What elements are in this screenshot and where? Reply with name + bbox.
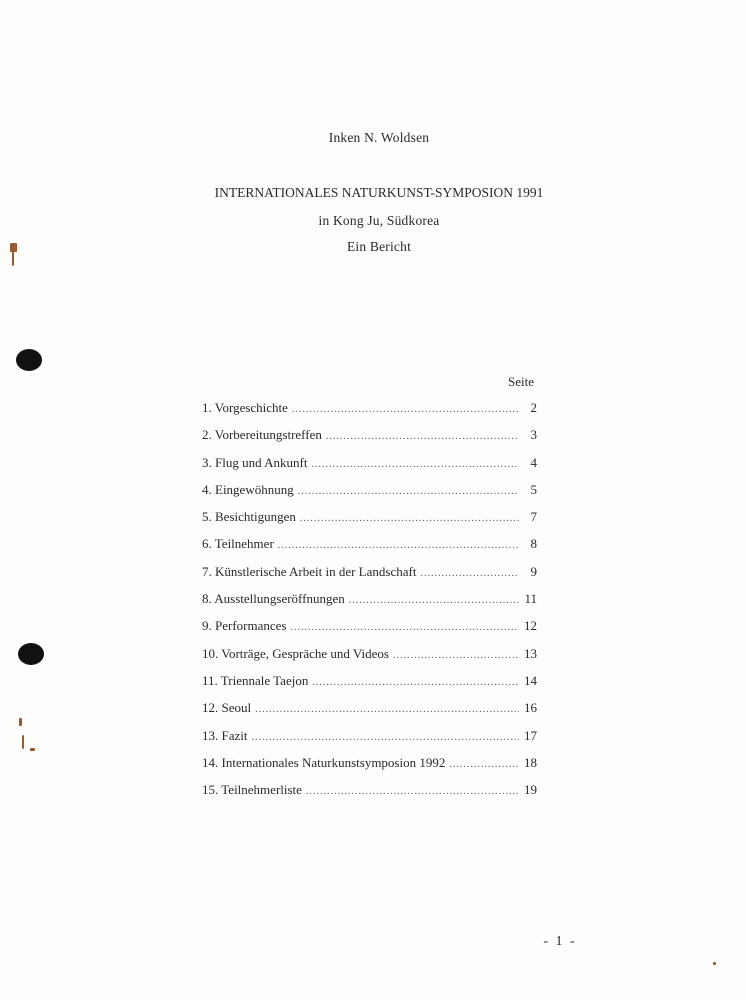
toc-entry-title: 3. Flug und Ankunft: [202, 454, 308, 470]
toc-entry-title: 14. Internationales Naturkunstsymposion 1992: [202, 754, 446, 770]
toc-entry: [202, 507, 537, 534]
toc-leader-dots: [449, 755, 519, 775]
toc-entry-page: 9: [530, 563, 537, 579]
toc-entry: [202, 616, 537, 643]
toc-entry-title: 11. Triennale Taejon: [202, 672, 309, 688]
document-subtitle: Ein Bericht: [346, 239, 412, 254]
toc-entry: [202, 562, 537, 589]
toc-entry-page: 4: [530, 454, 537, 470]
toc-leader-dots: [278, 536, 519, 556]
toc-page-column-label: Seite: [508, 374, 534, 389]
toc-entry-page: 14: [524, 672, 537, 688]
toc-entry: [202, 671, 537, 698]
toc-entry-page: 3: [530, 427, 537, 443]
toc-entry: [202, 753, 537, 780]
toc-leader-dots: [252, 728, 520, 748]
toc-entry-page: 19: [524, 782, 537, 798]
toc-entry-title: 5. Besichtigungen: [202, 509, 296, 525]
toc-entry: [202, 425, 537, 452]
toc-entry-page: 7: [530, 509, 537, 525]
toc-leader-dots: [306, 782, 519, 802]
toc-entry-page: 17: [524, 727, 537, 743]
toc-entry-title: 2. Vorbereitungstreffen: [202, 427, 322, 443]
toc-entry-title: 10. Vorträge, Gespräche und Videos: [202, 645, 389, 661]
punch-hole-top: [16, 349, 42, 371]
toc-entry-title: 6. Teilnehmer: [202, 536, 274, 552]
toc-entry: [202, 480, 537, 507]
paper-speck: [22, 735, 24, 749]
paper-speck: [30, 748, 35, 751]
toc-entry-page: 13: [524, 645, 537, 661]
toc-entry: [202, 726, 537, 753]
toc-entry: [202, 534, 537, 561]
toc-leader-dots: [292, 400, 519, 420]
toc-entry-page: 16: [524, 700, 537, 716]
toc-entry-title: 1. Vorgeschichte: [202, 400, 288, 415]
toc-entry-page: 5: [530, 481, 537, 497]
toc-entry-title: 4. Eingewöhnung: [202, 481, 294, 497]
toc-leader-dots: [349, 591, 519, 611]
toc-entry-page: 18: [524, 754, 537, 770]
paper-speck: [713, 962, 716, 965]
toc-entry: [202, 780, 537, 807]
table-of-contents: [202, 372, 537, 807]
toc-entry-title: 12. Seoul: [202, 700, 252, 716]
toc-entry: [202, 453, 537, 480]
toc-leader-dots: [312, 673, 519, 693]
toc-entry-title: 9. Performances: [202, 618, 287, 634]
toc-leader-dots: [311, 455, 519, 475]
toc-entry-page: 11: [524, 591, 537, 607]
toc-entry: [202, 398, 537, 425]
author-name: Inken N. Woldsen: [328, 130, 430, 145]
toc-entries: [202, 398, 537, 807]
toc-entry: [202, 644, 537, 671]
toc-leader-dots: [420, 564, 519, 584]
toc-entry-title: 8. Ausstellungseröffnungen: [202, 591, 345, 607]
page-number: - 1 -: [543, 934, 577, 949]
toc-entry-page: 2: [530, 400, 537, 415]
toc-entry: [202, 698, 537, 725]
paper-speck: [19, 718, 22, 726]
toc-entry-page: 8: [530, 536, 537, 552]
toc-entry-page: 12: [524, 618, 537, 634]
toc-leader-dots: [290, 618, 519, 638]
toc-leader-dots: [300, 509, 519, 529]
toc-leader-dots: [298, 482, 519, 502]
toc-entry-title: 13. Fazit: [202, 727, 248, 743]
document-title: INTERNATIONALES NATURKUNST-SYMPOSION 1991: [214, 185, 544, 200]
toc-entry: [202, 589, 537, 616]
punch-hole-bottom: [18, 643, 44, 665]
document-place: in Kong Ju, Südkorea: [318, 213, 440, 228]
toc-leader-dots: [326, 427, 519, 447]
toc-leader-dots: [393, 646, 519, 666]
toc-entry-title: 15. Teilnehmerliste: [202, 782, 302, 798]
toc-entry-title: 7. Künstlerische Arbeit in der Landschaft: [202, 563, 417, 579]
toc-leader-dots: [255, 700, 519, 720]
